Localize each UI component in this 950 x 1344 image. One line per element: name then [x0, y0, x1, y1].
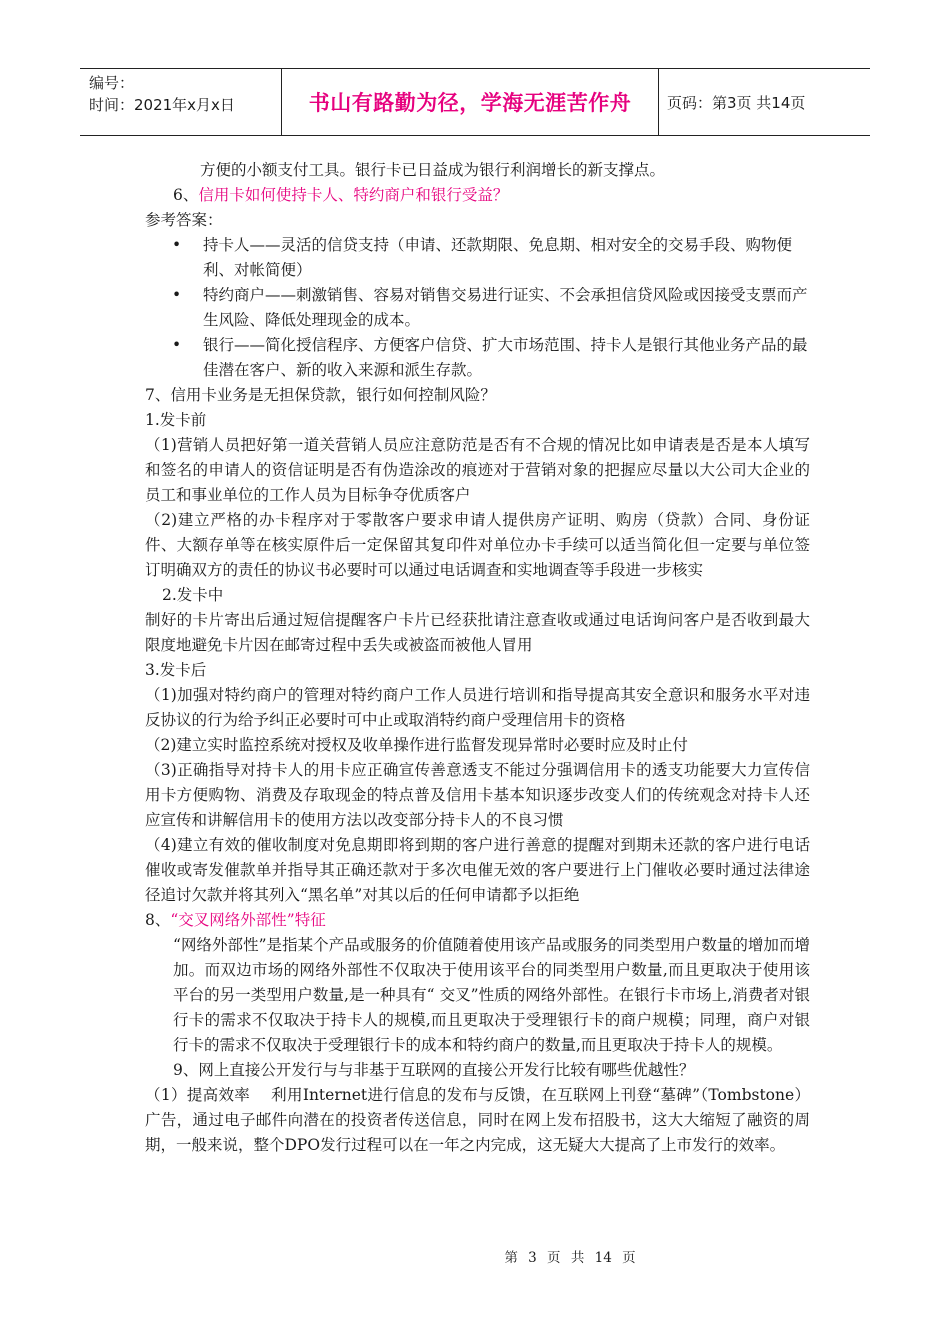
- paragraph-continued: 方便的小额支付工具。银行卡已日益成为银行利润增长的新支撑点。: [200, 161, 666, 179]
- question-9: 9、网上直接公开发行与与非基于互联网的直接公开发行比较有哪些优越性？: [173, 1061, 695, 1079]
- document-body: [145, 158, 810, 1158]
- bullet-icon: •: [172, 286, 182, 304]
- section-title: 3.发卡后: [145, 661, 207, 679]
- section-title: 1.发卡前: [145, 411, 207, 429]
- paragraph: （2)建立严格的办卡程序对于零散客户要求申请人提供房产证明、购房（贷款）合同、身份证件、大额存单等在核实原件后一定保留其复印件对单位办卡手续可以适当简化但一定要与单位签订明确双方的责任的协议书必要时可以通过电话调查和实地调查等手段进一步核实: [145, 511, 810, 579]
- header-page-number: 页码：第3页 共14页: [667, 93, 806, 112]
- list-item-text: 特约商户——刺激销售、容易对销售交易进行证实、不会承担信贷风险或因接受支票而产生风险、降低处理现金的成本。: [203, 286, 808, 329]
- bullet-icon: •: [172, 236, 182, 254]
- paragraph: （1)营销人员把好第一道关营销人员应注意防范是否有不合规的情况比如申请表是否是本人填写和签名的申请人的资信证明是否有伪造涂改的痕迹对于营销对象的把握应尽量以大公司大企业的员工和事业单位的工作人员为目标争夺优质客户: [145, 436, 810, 504]
- question-7: 7、信用卡业务是无担保贷款，银行如何控制风险？: [145, 386, 496, 404]
- page-header: [80, 68, 870, 136]
- question-6: [145, 183, 810, 208]
- paragraph: （4)建立有效的催收制度对免息期即将到期的客户进行善意的提醒对到期未还款的客户进行电话催收或寄发催款单并指导其正确还款对于多次电催无效的客户要进行上门催收必要时通过法律途径追讨欠款并将其列入“黑名单”对其以后的任何申请都予以拒绝: [145, 836, 810, 904]
- page-footer: 第 3 页 共 14 页: [504, 1250, 636, 1266]
- question-6-number: 6、: [173, 186, 199, 204]
- paragraph: 制好的卡片寄出后通过短信提醒客户卡片已经获批请注意查收或通过电话询问客户是否收到最大限度地避免卡片因在邮寄过程中丢失或被盗而被他人冒用: [145, 611, 810, 654]
- header-date: 时间：2021年x月x日: [89, 96, 235, 114]
- bullet-icon: •: [172, 336, 182, 354]
- answer-label: 参考答案：: [145, 211, 223, 229]
- paragraph: “网络外部性”是指某个产品或服务的价值随着使用该产品或服务的同类型用户数量的增加而增加。而双边市场的网络外部性不仅取决于使用该平台的同类型用户数量,而且更取决于使用该平台的另一类型用户数量,是一种具有“ 交叉”性质的网络外部性。在银行卡市场上,消费者对银行卡的需求不仅取决于持卡人的规模,而且更取决于受理银行卡的商户规模；同理，商户对银行卡的需求不仅取决于受理银行卡的成本和特约商户的数量,而且更取决于持卡人的规模。: [173, 936, 810, 1054]
- list-item: [145, 283, 810, 333]
- section-title: 2.发卡中: [162, 586, 224, 604]
- question-8-text: “交叉网络外部性”特征: [170, 911, 326, 929]
- paragraph: （1）提高效率 利用Internet进行信息的发布与反馈，在互联网上刊登“墓碑”（Tombstone）广告，通过电子邮件向潜在的投资者传送信息，同时在网上发布招股书，这大大缩短了融资的周期，一般来说，整个DPO发行过程可以在一年之内完成，这无疑大大提高了上市发行的效率。: [145, 1086, 810, 1154]
- question-6-text: 信用卡如何使持卡人、特约商户和银行受益？: [198, 186, 509, 204]
- header-meta: [80, 69, 282, 135]
- header-number: 编号：: [89, 74, 135, 92]
- list-item: [145, 333, 810, 383]
- list-item-text: 银行——简化授信程序、方便客户信贷、扩大市场范围、持卡人是银行其他业务产品的最佳潜在客户、新的收入来源和派生存款。: [203, 336, 808, 379]
- question-8-number: 8、: [145, 911, 171, 929]
- list-item-text: 持卡人——灵活的信贷支持（申请、还款期限、免息期、相对安全的交易手段、购物便利、对帐简便）: [203, 236, 793, 279]
- list-item: [145, 233, 810, 283]
- paragraph: （2)建立实时监控系统对授权及收单操作进行监督发现异常时必要时应及时止付: [145, 736, 688, 754]
- question-8: [145, 908, 810, 933]
- paragraph: （1)加强对特约商户的管理对特约商户工作人员进行培训和指导提高其安全意识和服务水平对违反协议的行为给予纠正必要时可中止或取消特约商户受理信用卡的资格: [145, 686, 810, 729]
- header-motto: 书山有路勤为径，学海无涯苦作舟: [282, 69, 659, 135]
- paragraph: （3)正确指导对持卡人的用卡应正确宣传善意透支不能过分强调信用卡的透支功能要大力宣传信用卡方便购物、消费及存取现金的特点普及信用卡基本知识逐步改变人们的传统观念对持卡人还应宣传和讲解信用卡的使用方法以改变部分持卡人的不良习惯: [145, 761, 810, 829]
